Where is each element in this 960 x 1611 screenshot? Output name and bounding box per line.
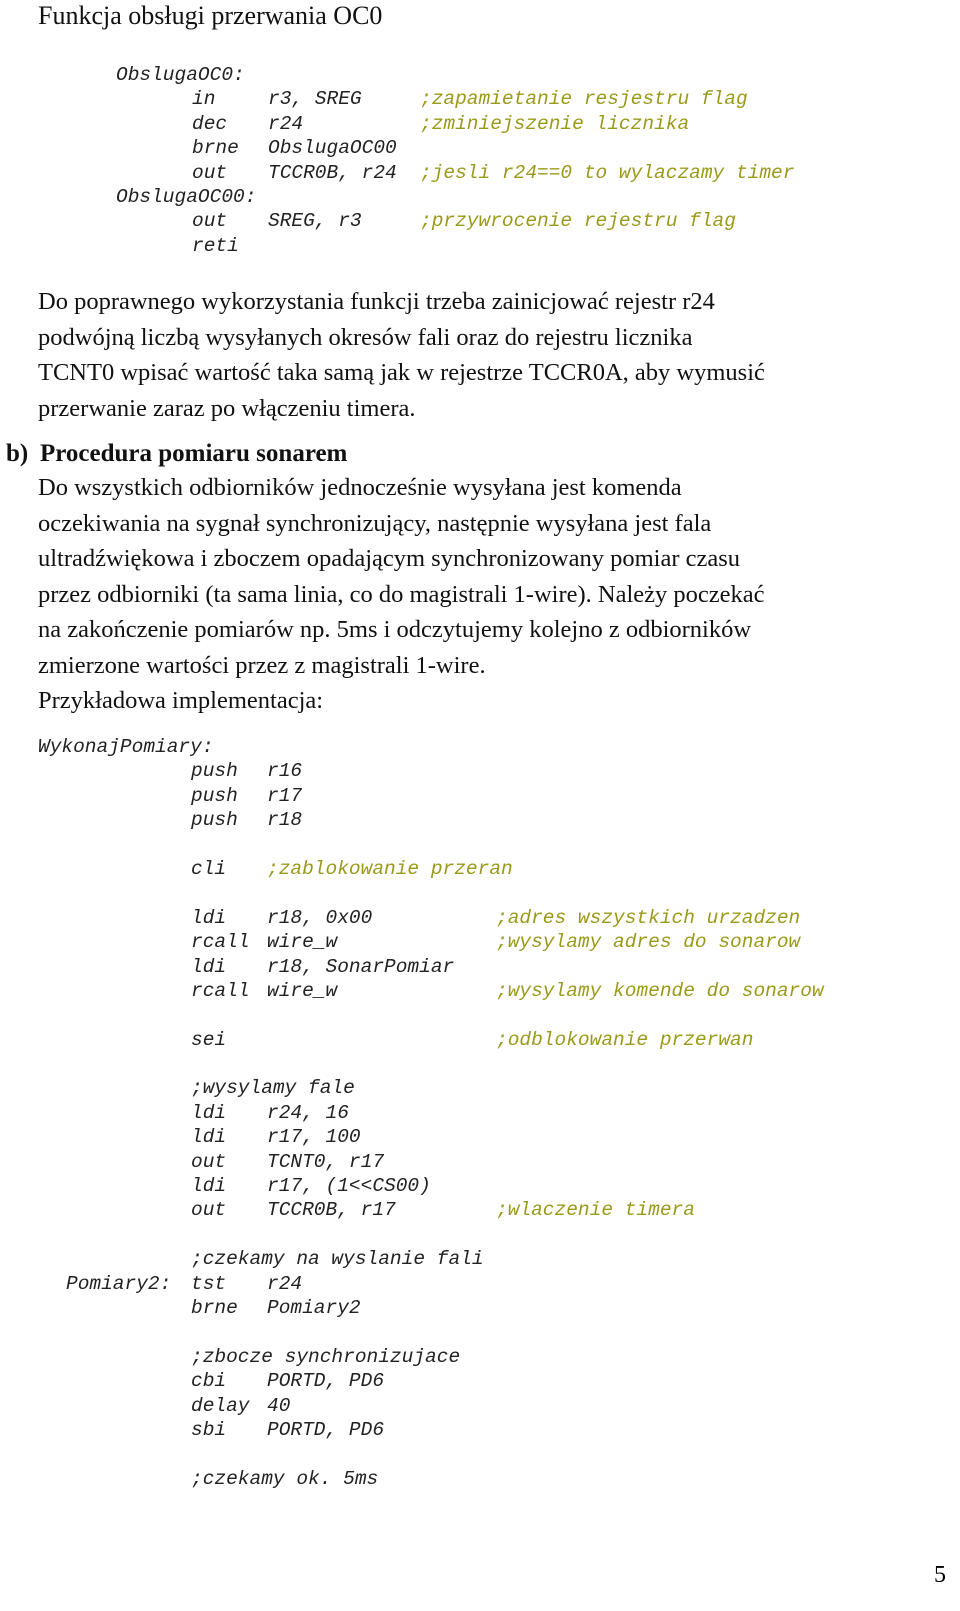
code-instruction: sei bbox=[191, 1028, 227, 1051]
paragraph-line: Do poprawnego wykorzystania funkcji trzeba zainicjować rejestr r24 bbox=[38, 288, 715, 315]
code-label: Pomiary2: bbox=[66, 1272, 172, 1295]
code-instruction: rcall bbox=[191, 931, 250, 954]
code-operands: TCCR0B, r17 bbox=[267, 1199, 396, 1222]
code-comment: ;odblokowanie przerwan bbox=[496, 1028, 754, 1051]
code-instruction: ;czekamy ok. 5ms bbox=[191, 1467, 379, 1490]
code-instruction: in bbox=[192, 88, 216, 111]
code-label: WykonajPomiary: bbox=[38, 736, 214, 758]
code-instruction: delay bbox=[191, 1394, 250, 1417]
section-heading: Funkcja obsługi przerwania OC0 bbox=[38, 1, 383, 30]
code-operands: TCCR0B, r24 bbox=[268, 161, 397, 184]
paragraph-line: oczekiwania na sygnał synchronizujący, następnie wysyłana jest fala bbox=[38, 509, 712, 537]
code-instruction: reti bbox=[192, 234, 239, 257]
code-comment: ;wysylamy komende do sonarow bbox=[496, 979, 824, 1002]
code-operands: TCNT0, r17 bbox=[267, 1150, 385, 1173]
code-comment: ;jesli r24==0 to wylaczamy timer bbox=[420, 161, 795, 184]
code-operands: r18 bbox=[267, 809, 303, 832]
code-comment: ;zminiejszenie licznika bbox=[420, 112, 690, 135]
code-operands: r24 bbox=[267, 1272, 303, 1295]
code-instruction: push bbox=[191, 760, 238, 783]
code-operands: r17, (1<<CS00) bbox=[267, 1175, 431, 1198]
code-operands: 40 bbox=[267, 1394, 291, 1417]
code-operands: r3, SREG bbox=[268, 88, 362, 111]
code-label: ObslugaOC0: bbox=[116, 64, 245, 86]
code-instruction: ldi bbox=[191, 1101, 227, 1124]
code-operands: r17 bbox=[267, 784, 303, 807]
code-instruction: ldi bbox=[191, 955, 227, 978]
paragraph-line: przerwanie zaraz po włączeniu timera. bbox=[38, 394, 416, 422]
paragraph-line: Przykładowa implementacja: bbox=[38, 687, 324, 714]
code-instruction: cli bbox=[191, 857, 227, 880]
page-number: 5 bbox=[934, 1562, 946, 1588]
code-instruction: out bbox=[191, 1199, 227, 1222]
code-instruction: rcall bbox=[191, 979, 250, 1002]
code-operands: Pomiary2 bbox=[267, 1296, 361, 1319]
code-instruction: push bbox=[191, 784, 238, 807]
code-instruction: ldi bbox=[191, 906, 227, 929]
code-operands: wire_w bbox=[267, 979, 338, 1002]
paragraph-line: zmierzone wartości przez z magistrali 1-wire. bbox=[38, 651, 486, 679]
section-title-text: Procedura pomiaru sonarem bbox=[40, 440, 348, 467]
paragraph-line: podwójną liczbą wysyłanych okresów fali oraz do rejestru licznika bbox=[38, 323, 693, 351]
code-operands: r16 bbox=[267, 760, 303, 783]
paragraph-init-note bbox=[38, 284, 948, 426]
paragraph-line: TCNT0 wpisać wartość taka samą jak w rejestrze TCCR0A, aby wymusić bbox=[38, 359, 765, 386]
section-b-title bbox=[6, 436, 347, 472]
code-operands: r24, 16 bbox=[267, 1101, 349, 1124]
code-operands: r24 bbox=[268, 112, 304, 135]
code-instruction: ldi bbox=[191, 1175, 227, 1198]
code-comment: ;adres wszystkich urzadzen bbox=[496, 906, 801, 929]
code-comment: ;zablokowanie przeran bbox=[267, 857, 513, 880]
code-instruction: ldi bbox=[191, 1126, 227, 1149]
code-instruction: out bbox=[192, 210, 228, 233]
code-comment: ;wlaczenie timera bbox=[496, 1199, 695, 1222]
code-operands: ObslugaOC00 bbox=[268, 137, 397, 160]
code-instruction: ;zbocze synchronizujace bbox=[191, 1345, 461, 1368]
code-instruction: tst bbox=[191, 1272, 227, 1295]
code-comment: ;przywrocenie rejestru flag bbox=[420, 210, 736, 233]
code-operands: r17, 100 bbox=[267, 1126, 361, 1149]
code-operands: PORTD, PD6 bbox=[267, 1370, 385, 1393]
code-instruction: ;wysylamy fale bbox=[191, 1077, 355, 1100]
code-instruction: sbi bbox=[191, 1418, 227, 1441]
code-comment: ;wysylamy adres do sonarow bbox=[496, 931, 801, 954]
code-instruction: out bbox=[192, 161, 228, 184]
code-instruction: dec bbox=[192, 112, 228, 135]
code-instruction: cbi bbox=[191, 1370, 227, 1393]
code-operands: r18, 0x00 bbox=[267, 906, 373, 929]
code-label: ObslugaOC00: bbox=[116, 185, 257, 208]
code-instruction: push bbox=[191, 809, 238, 832]
code-comment: ;zapamietanie resjestru flag bbox=[420, 88, 748, 111]
paragraph-line: Do wszystkich odbiorników jednocześnie wysyłana jest komenda bbox=[38, 474, 682, 501]
paragraph-procedure bbox=[38, 470, 948, 719]
code-operands: r18, SonarPomiar bbox=[267, 955, 455, 978]
code-instruction: ;czekamy na wyslanie fali bbox=[191, 1248, 484, 1271]
code-instruction: out bbox=[191, 1150, 227, 1173]
code-operands: wire_w bbox=[267, 931, 338, 954]
code-operands: SREG, r3 bbox=[268, 210, 362, 233]
paragraph-line: ultradźwiękowa i zboczem opadającym synchronizowany pomiar czasu bbox=[38, 545, 741, 572]
code-instruction: brne bbox=[191, 1296, 238, 1319]
paragraph-line: na zakończenie pomiarów np. 5ms i odczytujemy kolejno z odbiorników bbox=[38, 616, 752, 643]
section-letter: b) bbox=[6, 440, 29, 467]
code-operands: PORTD, PD6 bbox=[267, 1418, 385, 1441]
code-instruction: brne bbox=[192, 137, 239, 160]
paragraph-line: przez odbiorniki (ta sama linia, co do magistrali 1-wire). Należy poczekać bbox=[38, 580, 765, 608]
